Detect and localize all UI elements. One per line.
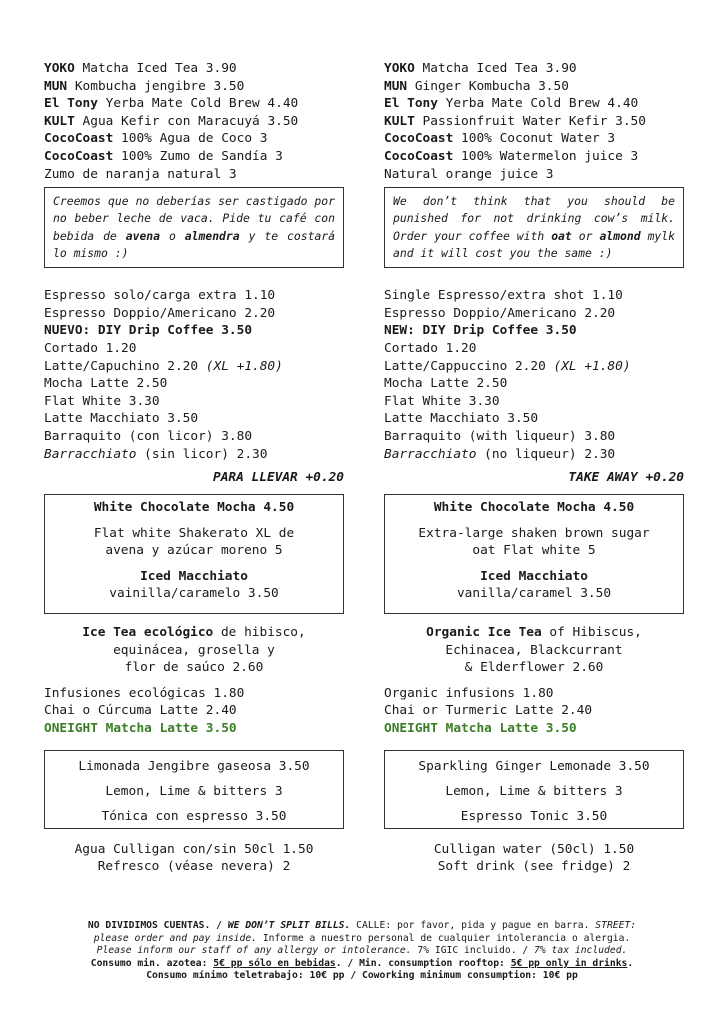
- drink-brand: MUN: [384, 78, 408, 94]
- soft-drinks-box: [44, 750, 344, 829]
- coffee-espresso: Single Espresso/extra shot 1.10: [384, 288, 623, 304]
- white-chocolate-mocha: White Chocolate Mocha 4.50: [433, 500, 635, 516]
- coffee-macchiato: Latte Macchiato 3.50: [44, 411, 199, 427]
- drink-desc: Matcha Iced Tea 3.90: [74, 61, 237, 76]
- ice-tea-title: Ice Tea ecológico: [82, 625, 214, 641]
- coffee-flat-white: Flat White 3.30: [44, 393, 160, 409]
- coffee-drip: NUEVO: DIY Drip Coffee 3.50: [44, 323, 253, 339]
- drink-desc: 100% Watermelon juice 3: [453, 148, 639, 164]
- barracchiato-name: Barracchiato: [44, 446, 137, 462]
- coffee-mocha: Mocha Latte 2.50: [384, 376, 508, 392]
- drink-desc: Natural orange juice 3: [384, 166, 554, 182]
- footer-allergy-es: Informe a nuestro personal de cualquier intolerancia o alergia.: [257, 932, 631, 944]
- spanish-menu-column: [44, 60, 344, 876]
- footer-tax-es: 7% IGIC incluido. /: [411, 945, 535, 957]
- specials-box: [44, 494, 344, 614]
- cold-drink-item: [384, 78, 684, 96]
- white-chocolate-mocha: White Chocolate Mocha 4.50: [93, 500, 295, 516]
- cold-drink-item: [44, 113, 344, 131]
- footer-street-label: STREET:: [595, 920, 637, 931]
- shakerato-line1: Flat white Shakerato XL de: [93, 525, 295, 541]
- footer-order-inside: please order and pay inside.: [93, 932, 258, 944]
- plant-milk-note: [44, 187, 344, 268]
- drink-desc: 100% Coconut Water 3: [453, 131, 616, 147]
- cold-drink-item: [44, 148, 344, 166]
- cold-drink-item: [384, 113, 684, 131]
- shakerato-line2: oat Flat white 5: [472, 543, 596, 559]
- latte-xl: (XL +1.80): [553, 358, 631, 374]
- drink-desc: Yerba Mate Cold Brew 4.40: [437, 96, 639, 112]
- cold-drink-item: [44, 166, 344, 184]
- drink-desc: Matcha Iced Tea 3.90: [414, 61, 577, 76]
- matcha-latte: ONEIGHT Matcha Latte 3.50: [44, 721, 237, 737]
- drink-desc: Yerba Mate Cold Brew 4.40: [97, 96, 299, 112]
- specials-box: [384, 494, 684, 614]
- note-end: mylk and it will cost you the same :): [393, 228, 675, 260]
- iced-macchiato-desc: vainilla/caramelo 3.50: [109, 586, 279, 602]
- barracchiato-price: (no liqueur) 2.30: [476, 446, 616, 462]
- coffee-barracchiato: [44, 446, 344, 464]
- drink-brand: El Tony: [44, 96, 98, 112]
- soft-drink: Refresco (véase nevera) 2: [97, 859, 291, 875]
- note-text: Creemos que no deberías ser castigado por no beber leche de vaca. Pide tu café con bebida de: [53, 194, 335, 243]
- cold-drink-item: [384, 95, 684, 113]
- cold-drink-item: [384, 148, 684, 166]
- drink-brand: KULT: [384, 113, 415, 129]
- coffee-latte: [384, 358, 684, 376]
- coffee-barraquito: Barraquito (con licor) 3.80: [44, 428, 253, 444]
- drink-brand: CocoCoast: [384, 148, 454, 164]
- water-block: [384, 841, 684, 876]
- footer-tax-en: 7% tax included.: [534, 945, 628, 957]
- coffee-doppio: Espresso Doppio/Americano 2.20: [44, 305, 276, 321]
- ginger-lemonade: Limonada Jengibre gaseosa 3.50: [78, 758, 310, 774]
- note-oat: avena: [125, 228, 161, 243]
- footer-rooftop-en-amount: 5€ pp only in drinks: [510, 957, 628, 969]
- note-text: We don’t think that you should be punished for not drinking cow’s milk. Order your coffee with: [393, 194, 675, 243]
- drink-brand: CocoCoast: [384, 131, 454, 147]
- drink-brand: YOKO: [44, 61, 75, 76]
- coffee-latte: [44, 358, 344, 376]
- coffee-barracchiato: [384, 446, 684, 464]
- matcha-latte: ONEIGHT Matcha Latte 3.50: [384, 721, 577, 737]
- ice-tea-line2: Echinacea, Blackcurrant: [445, 642, 623, 658]
- coffee-flat-white: Flat White 3.30: [384, 393, 500, 409]
- ice-tea-line3: flor de saúco 2.60: [124, 660, 264, 676]
- drink-desc: Passionfruit Water Kefir 3.50: [414, 113, 646, 129]
- shakerato-line1: Extra-large shaken brown sugar: [418, 525, 650, 541]
- drink-brand: CocoCoast: [44, 131, 114, 147]
- footer-street-es: CALLE: por favor, pida y pague en barra.: [350, 920, 596, 931]
- drink-brand: CocoCoast: [44, 148, 114, 164]
- drink-brand: MUN: [44, 78, 68, 94]
- note-end: y te costará lo mismo :): [53, 228, 336, 260]
- drink-desc: 100% Zumo de Sandía 3: [113, 148, 283, 164]
- lemon-lime-bitters: Lemon, Lime & bitters 3: [445, 783, 623, 799]
- drink-desc: Kombucha jengibre 3.50: [67, 78, 245, 94]
- espresso-tonic: Tónica con espresso 3.50: [101, 808, 287, 824]
- infusions: Infusiones ecológicas 1.80: [44, 685, 245, 701]
- note-almond: almond: [599, 228, 641, 243]
- cold-drink-item: [384, 166, 684, 184]
- coffee-macchiato: Latte Macchiato 3.50: [384, 411, 539, 427]
- water-block: [44, 841, 344, 876]
- takeaway-surcharge: PARA LLEVAR +0.20: [213, 470, 344, 486]
- ice-tea-block: [44, 624, 344, 677]
- soft-drink: Soft drink (see fridge) 2: [437, 859, 631, 875]
- footer-period: .: [627, 957, 634, 969]
- barracchiato-name: Barracchiato: [384, 446, 477, 462]
- coffee-mocha: Mocha Latte 2.50: [44, 376, 168, 392]
- chai-latte: Chai or Turmeric Latte 2.40: [384, 703, 593, 719]
- drink-brand: El Tony: [384, 96, 438, 112]
- takeaway-surcharge: TAKE AWAY +0.20: [568, 470, 684, 486]
- ginger-lemonade: Sparkling Ginger Lemonade 3.50: [418, 758, 650, 774]
- chai-latte: Chai o Cúrcuma Latte 2.40: [44, 703, 237, 719]
- drink-desc: 100% Agua de Coco 3: [113, 131, 268, 147]
- culligan-water: Culligan water (50cl) 1.50: [433, 841, 635, 857]
- culligan-water: Agua Culligan con/sin 50cl 1.50: [74, 841, 314, 857]
- cold-drink-item: [384, 130, 684, 148]
- iced-macchiato-title: Iced Macchiato: [140, 568, 248, 584]
- english-menu-column: [384, 60, 684, 876]
- footer-no-split-en: WE DON’T SPLIT BILLS.: [227, 920, 351, 931]
- latte-xl: (XL +1.80): [205, 358, 283, 374]
- soft-drinks-box: [384, 750, 684, 829]
- note-or: or: [571, 228, 600, 243]
- drink-desc: Ginger Kombucha 3.50: [407, 78, 569, 94]
- drink-brand: KULT: [44, 113, 75, 129]
- drink-desc: Agua Kefir con Maracuyá 3.50: [74, 113, 299, 129]
- footer-rooftop-en: . / Min. consumption rooftop:: [335, 957, 511, 969]
- footer-allergy-en: Please inform our staff of any allergy or intolerance.: [96, 945, 412, 957]
- coffee-barraquito: Barraquito (with liqueur) 3.80: [384, 428, 616, 444]
- shakerato-line2: avena y azúcar moreno 5: [105, 543, 283, 559]
- cold-drink-item: [44, 60, 344, 78]
- note-almond: almendra: [184, 228, 240, 243]
- barracchiato-price: (sin licor) 2.30: [136, 446, 268, 462]
- cold-drink-item: [44, 95, 344, 113]
- coffee-cortado: Cortado 1.20: [384, 340, 477, 356]
- coffee-espresso: Espresso solo/carga extra 1.10: [44, 288, 276, 304]
- menu-footer: [20, 920, 704, 983]
- footer-coworking: Consumo mínimo teletrabajo: 10€ pp / Coworking minimum consumption: 10€ pp: [146, 970, 578, 982]
- iced-macchiato-desc: vanilla/caramel 3.50: [456, 586, 612, 602]
- ice-tea-block: [384, 624, 684, 677]
- cold-drink-item: [44, 78, 344, 96]
- iced-macchiato-title: Iced Macchiato: [480, 568, 588, 584]
- drink-brand: YOKO: [384, 61, 415, 76]
- latte-label: Latte/Cappuccino 2.20: [384, 358, 554, 374]
- latte-label: Latte/Capuchino 2.20: [44, 358, 206, 374]
- footer-rooftop-es-amount: 5€ pp sólo en bebidas: [213, 957, 336, 969]
- coffee-doppio: Espresso Doppio/Americano 2.20: [384, 305, 616, 321]
- coffee-drip: NEW: DIY Drip Coffee 3.50: [384, 323, 577, 339]
- note-oat: oat: [551, 228, 572, 243]
- lemon-lime-bitters: Lemon, Lime & bitters 3: [105, 783, 283, 799]
- footer-rooftop-es: Consumo min. azotea:: [90, 957, 214, 969]
- ice-tea-line1: de hibisco,: [213, 625, 306, 641]
- espresso-tonic: Espresso Tonic 3.50: [460, 808, 608, 824]
- ice-tea-line2: equinácea, grosella y: [113, 642, 275, 658]
- coffee-cortado: Cortado 1.20: [44, 340, 137, 356]
- ice-tea-line1: of Hibiscus,: [541, 625, 642, 641]
- drink-desc: Zumo de naranja natural 3: [44, 166, 237, 182]
- ice-tea-line3: & Elderflower 2.60: [464, 660, 604, 676]
- cold-drink-item: [384, 60, 684, 78]
- plant-milk-note: [384, 187, 684, 268]
- ice-tea-title: Organic Ice Tea: [426, 625, 542, 641]
- infusions: Organic infusions 1.80: [384, 685, 554, 701]
- cold-drink-item: [44, 130, 344, 148]
- footer-no-split-es: NO DIVIDIMOS CUENTAS. /: [87, 920, 228, 931]
- note-or: o: [160, 228, 185, 243]
